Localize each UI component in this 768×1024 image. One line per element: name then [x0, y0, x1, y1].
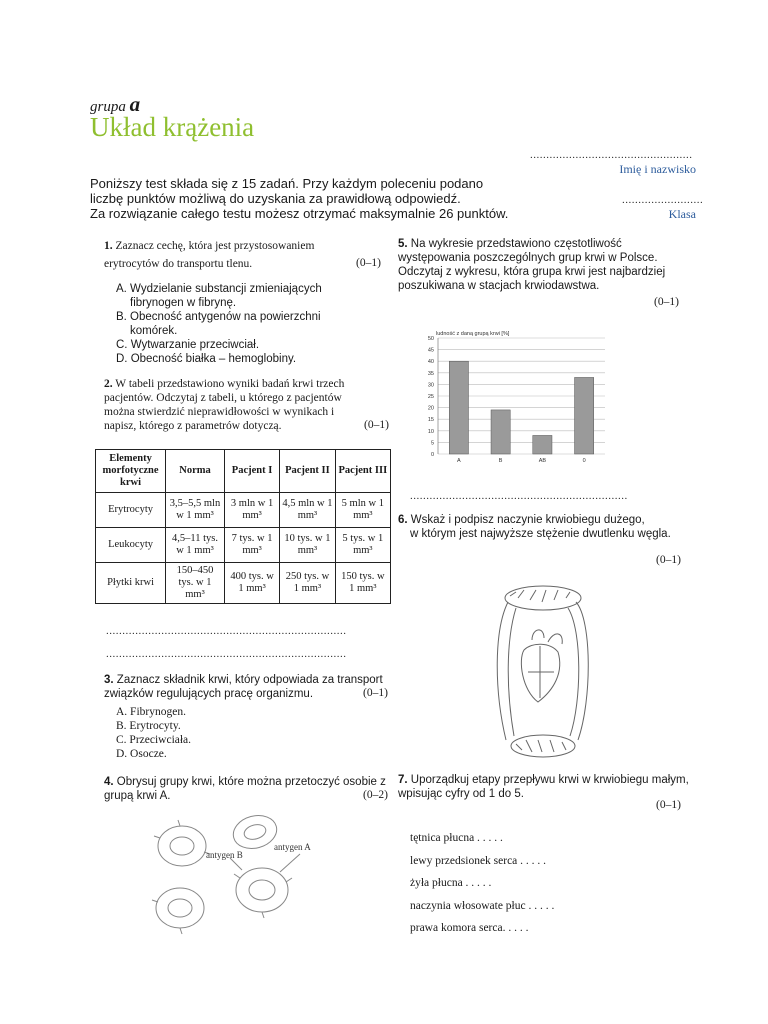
option-a[interactable]: A. Fibrynogen.	[116, 706, 186, 718]
bar-b	[491, 410, 510, 454]
group-label: grupa a	[90, 92, 141, 116]
bar-0	[575, 377, 594, 454]
question-number: 2.	[104, 378, 113, 390]
table-cell: Płytki krwi	[96, 563, 166, 604]
points: (0–1)	[654, 296, 679, 308]
option-b[interactable]: B. Erytrocyty.	[116, 720, 181, 732]
table-header: Pacjent I	[224, 450, 279, 493]
vessel-left-inner[interactable]	[508, 608, 516, 736]
points: (0–1)	[363, 687, 388, 699]
points: (0–1)	[656, 554, 681, 566]
name-label: Imię i nazwisko	[619, 162, 696, 176]
x-tick-label: AB	[538, 458, 547, 464]
bar-a	[449, 361, 468, 454]
option-c[interactable]: C. Przeciwciała.	[116, 734, 192, 746]
question-number: 7.	[398, 774, 408, 786]
question-3-options	[116, 705, 316, 761]
y-tick-label: 30	[427, 382, 434, 389]
vessel-right-outer[interactable]	[576, 602, 588, 740]
option-b[interactable]: B. Obecność antygenów na powierzchni komórek.	[116, 311, 321, 337]
label-antigen-a: antygen A	[274, 842, 311, 852]
question-number: 4.	[104, 776, 114, 788]
points: (0–1)	[656, 799, 681, 811]
table-cell: 250 tys. w 1 mm³	[280, 563, 335, 604]
y-tick-label: 0	[430, 452, 434, 458]
y-tick-label: 5	[430, 440, 434, 447]
table-row	[96, 563, 391, 604]
page-title: Układ krążenia	[90, 112, 255, 142]
points: (0–2)	[363, 789, 388, 801]
test-intro: Poniższy test składa się z 15 zadań. Przy każdym poleceniu podano liczbę punktów możliwą do uzyskania za prawidłową odpowiedź. Za rozwiązanie całego testu możesz otrzymać maksymalnie 26 punktów.	[90, 176, 509, 221]
bar-ab	[533, 435, 552, 454]
table-row	[96, 528, 391, 563]
chart-y-ticks	[428, 336, 434, 458]
table-cell: 4,5–11 tys. w 1 mm³	[166, 528, 225, 563]
step-item[interactable]: prawa komora serca. . . . .	[410, 922, 529, 934]
answer-line[interactable]: ...................................................................	[410, 490, 628, 502]
table-cell: 7 tys. w 1 mm³	[224, 528, 279, 563]
question-4: 4. Obrysuj grupy krwi, które można przetoczyć osobie z grupą krwi A.	[104, 776, 386, 802]
table-cell: Erytrocyty	[96, 493, 166, 528]
question-1: 1. Zaznacz cechę, która jest przystosowaniem erytrocytów do transportu tlenu.	[104, 240, 315, 270]
blood-cells-illustration	[150, 808, 330, 938]
question-number: 3.	[104, 674, 114, 686]
y-tick-label: 15	[427, 417, 434, 424]
cell-top-right[interactable]	[230, 811, 281, 853]
table-cell: 5 mln w 1 mm³	[335, 493, 390, 528]
answer-line[interactable]: ..........................................................................	[106, 648, 347, 660]
x-tick-label: B	[498, 458, 503, 464]
points: (0–1)	[364, 419, 389, 431]
table-header-row	[96, 450, 391, 493]
question-5: 5. Na wykresie przedstawiono częstotliwość występowania poszczególnych grup krwi w Polsce. Odczytaj z wykresu, która grupa krwi jest najbardziej poszukiwana w stacjach krwiodawstwa.	[398, 238, 666, 292]
question-6: 6. Wskaż i podpisz naczynie krwiobiegu dużego, w którym jest najwyższe stężenie dwutlenku węgla.	[398, 514, 671, 540]
step-item[interactable]: żyła płucna . . . . .	[410, 877, 492, 889]
option-a[interactable]: A. Wydzielanie substancji zmieniających fibrynogen w fibrynę.	[116, 283, 322, 309]
cell-bottom-right[interactable]	[236, 868, 288, 912]
y-tick-label: 20	[427, 405, 434, 412]
vessel-left-outer[interactable]	[497, 602, 508, 740]
step-item[interactable]: naczynia włosowate płuc . . . . .	[410, 899, 555, 912]
table-header: Elementy morfotyczne krwi	[96, 450, 166, 493]
table-cell: 3 mln w 1 mm³	[224, 493, 279, 528]
y-tick-label: 10	[427, 428, 434, 435]
table-cell: 4,5 mln w 1 mm³	[280, 493, 335, 528]
chart-x-ticks	[457, 458, 586, 464]
table-cell: 3,5–5,5 mln w 1 mm³	[166, 493, 225, 528]
step-item[interactable]: lewy przedsionek serca . . . . .	[410, 854, 547, 867]
option-d[interactable]: D. Osocze.	[116, 748, 167, 760]
cell-top-left[interactable]	[158, 826, 206, 866]
table-header: Pacjent III	[335, 450, 390, 493]
step-item[interactable]: tętnica płucna . . . . .	[410, 832, 503, 844]
group-letter: a	[129, 92, 141, 116]
table-cell: 150–450 tys. w 1 mm³	[166, 563, 225, 604]
table-cell: 400 tys. w 1 mm³	[224, 563, 279, 604]
option-c[interactable]: C. Wytwarzanie przeciwciał.	[116, 339, 260, 351]
y-tick-label: 25	[427, 394, 434, 400]
y-tick-label: 35	[427, 370, 434, 377]
label-antigen-b: antygen B	[206, 850, 243, 860]
question-number: 6.	[398, 514, 408, 526]
table-header: Pacjent II	[280, 450, 335, 493]
heart[interactable]	[521, 644, 559, 702]
option-d[interactable]: D. Obecność białka – hemoglobiny.	[116, 353, 297, 365]
x-tick-label: A	[457, 458, 461, 464]
table-row	[96, 493, 391, 528]
class-label: Klasa	[668, 207, 696, 221]
question-1-options	[116, 282, 346, 366]
name-field[interactable]: ..................................................	[530, 149, 693, 161]
table-header: Norma	[166, 450, 225, 493]
answer-line[interactable]: ..........................................................................	[106, 625, 347, 637]
points: (0–1)	[356, 257, 381, 269]
cell-bottom-left[interactable]	[156, 888, 204, 928]
blood-results-table	[95, 449, 391, 604]
table-cell: 150 tys. w 1 mm³	[335, 563, 390, 604]
table-cell: Leukocyty	[96, 528, 166, 563]
question-2: 2. W tabeli przedstawiono wyniki badań krwi trzech pacjentów. Odczytaj z tabeli, u którego z pacjentów można stwierdzić nieprawidłowości w wynikach i napisz, którego z parametrów dotyczą.	[104, 378, 345, 432]
class-field[interactable]: .........................	[622, 194, 704, 206]
question-3: 3. Zaznacz składnik krwi, który odpowiada za transport związków regulujących pracę organizmu.	[104, 674, 383, 700]
vessel-right-inner[interactable]	[568, 608, 579, 736]
table-cell: 5 tys. w 1 mm³	[335, 528, 390, 563]
y-tick-label: 50	[427, 336, 434, 342]
question-7: 7. Uporządkuj etapy przepływu krwi w krwiobiegu małym, wpisując cyfry od 1 do 5.	[398, 774, 689, 800]
body-capillaries[interactable]	[511, 735, 575, 757]
question-7-steps	[410, 827, 670, 940]
table-cell: 10 tys. w 1 mm³	[280, 528, 335, 563]
question-number: 5.	[398, 238, 408, 250]
chart-title: ludność z daną grupą krwi [%]	[436, 331, 510, 337]
y-tick-label: 45	[427, 347, 434, 354]
question-number: 1.	[104, 240, 113, 252]
blood-group-chart	[410, 326, 610, 466]
circulation-diagram[interactable]	[488, 580, 608, 770]
y-tick-label: 40	[427, 359, 434, 366]
x-tick-label: 0	[582, 458, 586, 464]
